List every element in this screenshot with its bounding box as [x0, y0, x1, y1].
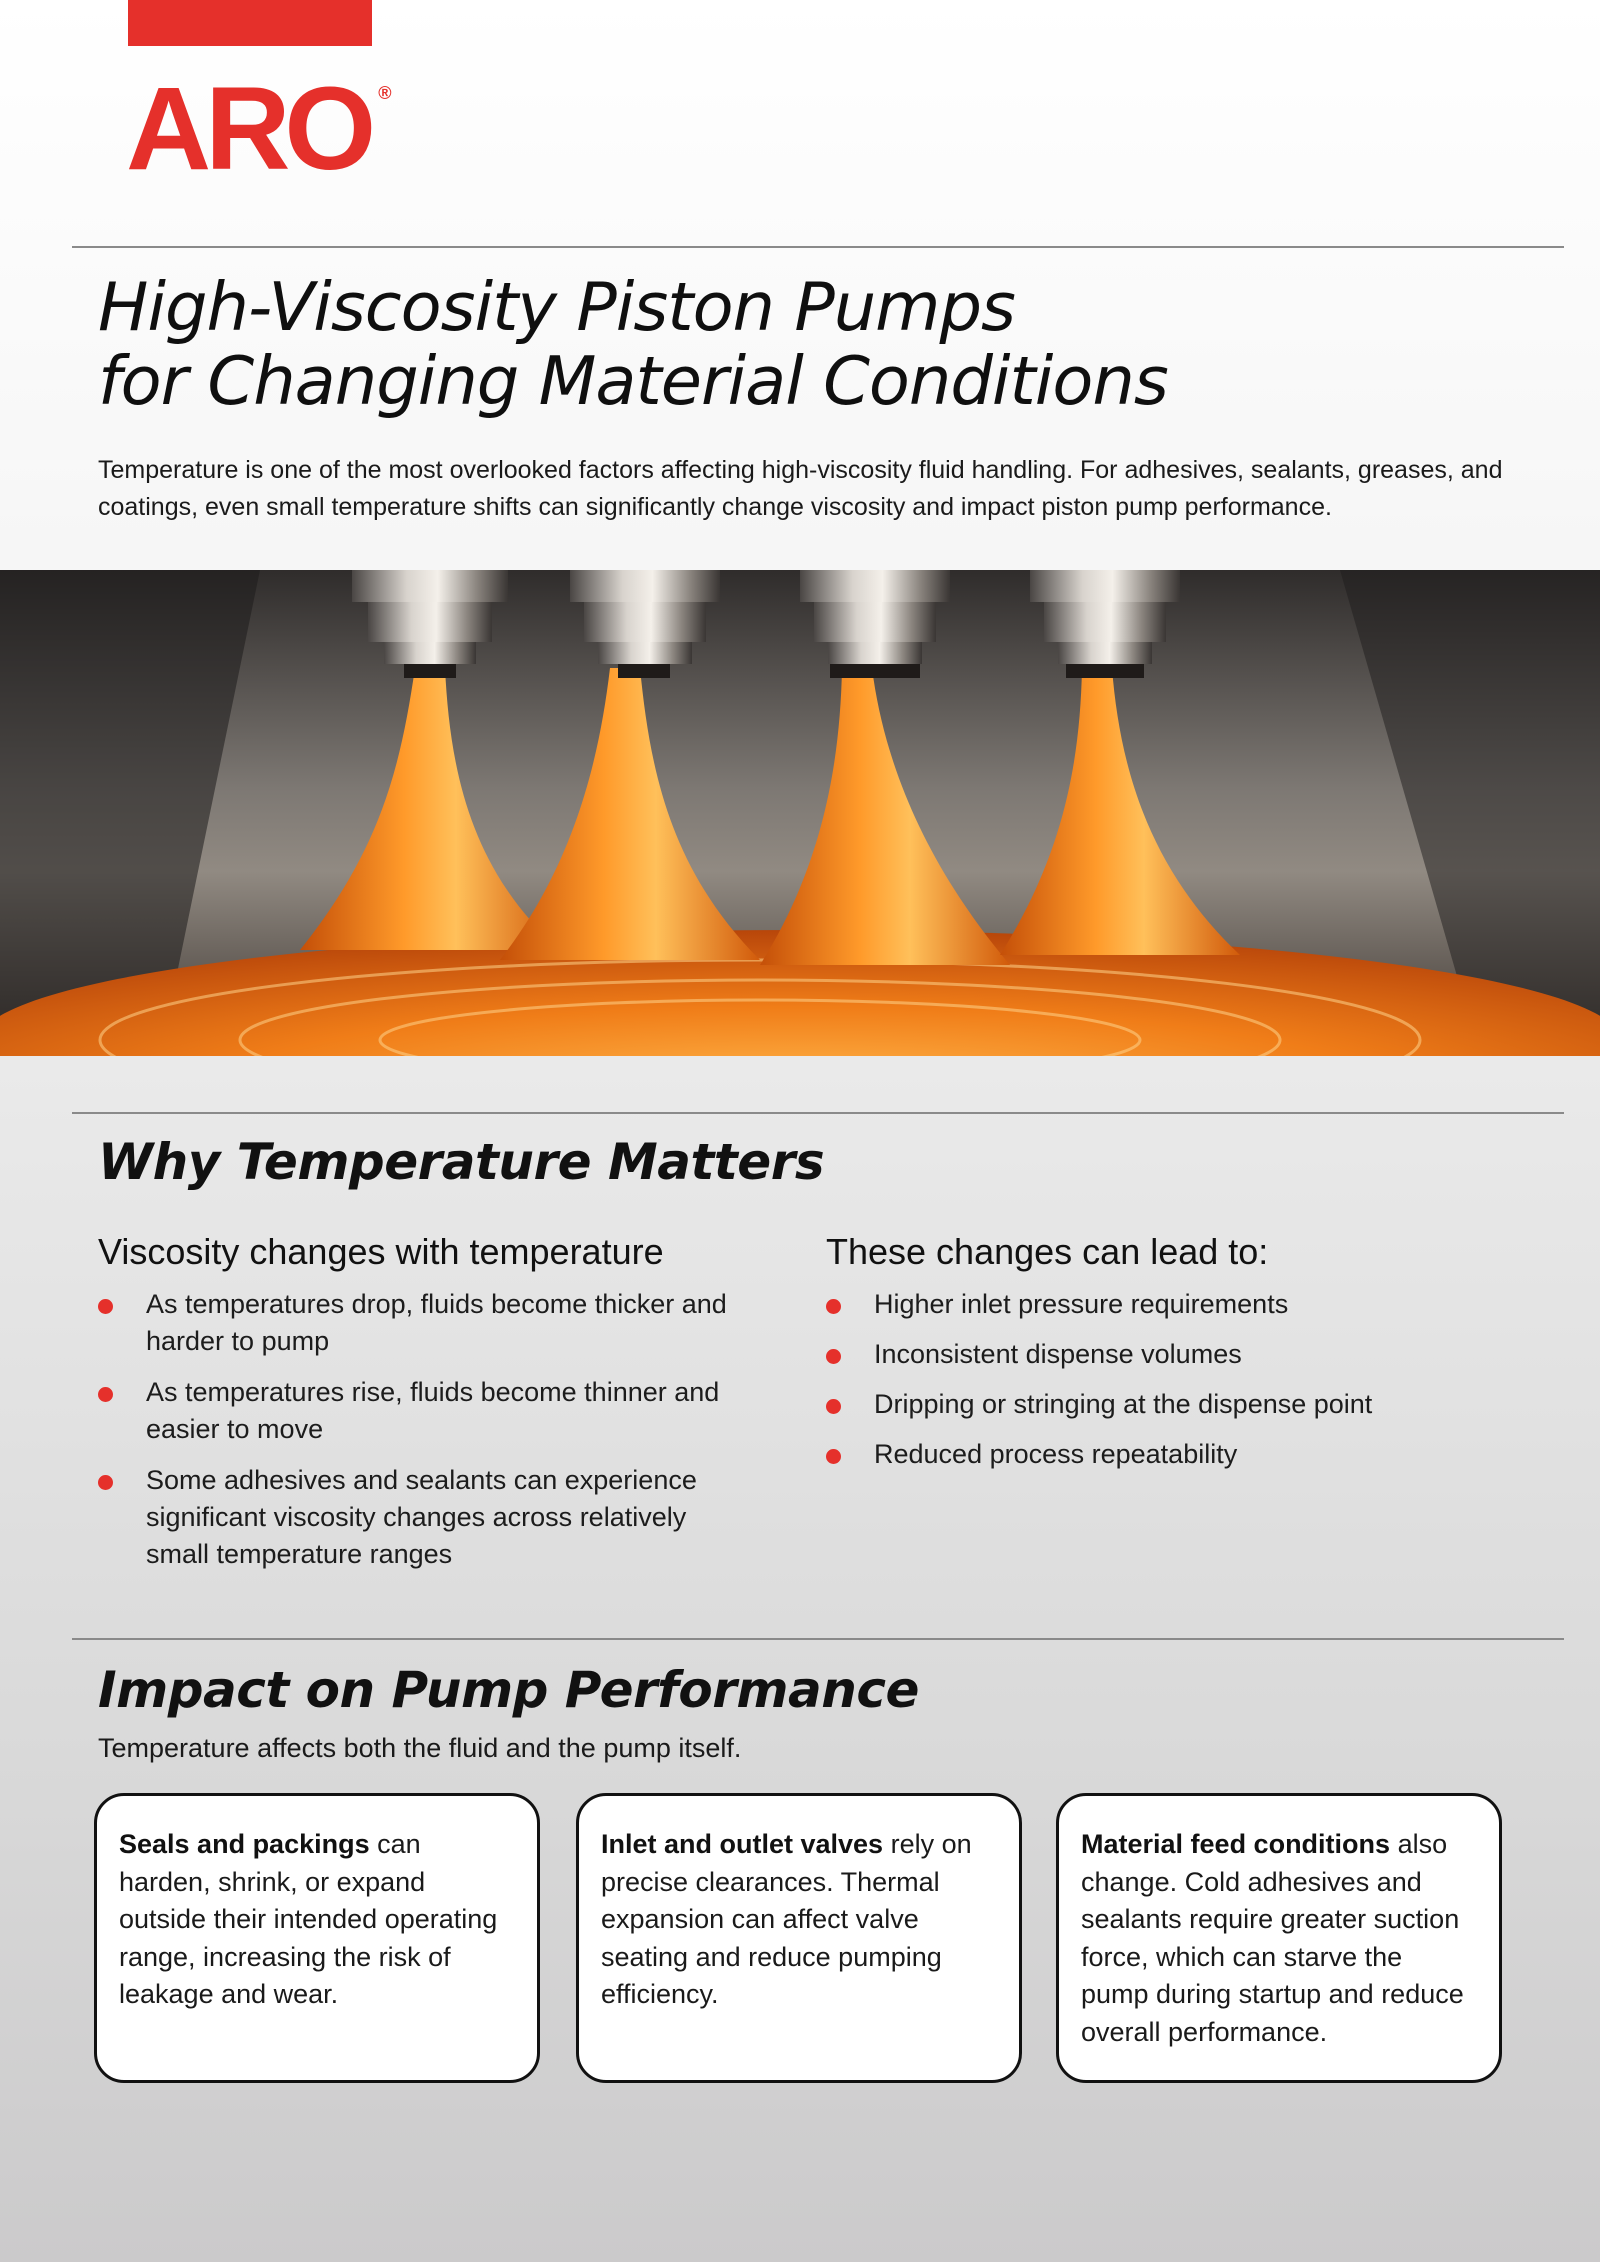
card-title: Inlet and outlet valves	[601, 1829, 884, 1859]
list-item: Some adhesives and sealants can experience significant viscosity changes across relatively small temperature ranges	[98, 1462, 738, 1573]
bullet-icon	[826, 1349, 841, 1364]
header-divider	[72, 246, 1564, 248]
title-line-1: High-Viscosity Piston Pumps	[98, 268, 1015, 346]
card-text: also change. Cold adhesives and sealants require greater suction force, which can starve the pump during startup and reduce overall performance.	[1081, 1829, 1464, 2047]
card-title: Seals and packings	[119, 1829, 370, 1859]
list-item: Higher inlet pressure requirements	[826, 1286, 1526, 1323]
logo-text: ARO	[126, 63, 371, 195]
section-divider-why	[72, 1112, 1564, 1114]
viscosity-list	[98, 1286, 738, 1573]
card-title: Material feed conditions	[1081, 1829, 1391, 1859]
hero-image	[0, 570, 1600, 1056]
card-text: rely on precise clearances. Thermal expansion can affect valve seating and reduce pumping efficiency.	[601, 1829, 972, 2009]
registered-mark: ®	[378, 83, 392, 103]
bullet-icon	[98, 1387, 113, 1402]
card-text: can harden, shrink, or expand outside their intended operating range, increasing the risk of leakage and wear.	[119, 1829, 498, 2009]
impact-card-feed	[1056, 1793, 1502, 2083]
list-item: Dripping or stringing at the dispense point	[826, 1386, 1526, 1423]
bullet-icon	[826, 1449, 841, 1464]
page-title	[98, 270, 1168, 418]
title-line-2: for Changing Material Conditions	[98, 342, 1168, 420]
intro-paragraph: Temperature is one of the most overlooked factors affecting high-viscosity fluid handling. For adhesives, sealants, greases, and coatings, even small temperature shifts can significantly change viscosity and impact piston pump performance.	[98, 456, 1503, 521]
bullet-icon	[98, 1299, 113, 1314]
bullet-icon	[826, 1399, 841, 1414]
hero-illustration	[0, 570, 1600, 1056]
bullet-icon	[98, 1475, 113, 1490]
consequences-subheading: These changes can lead to:	[826, 1231, 1269, 1272]
aro-logo	[126, 63, 392, 195]
brand-color-bar	[128, 0, 372, 46]
section-divider-impact	[72, 1638, 1564, 1640]
impact-heading: Impact on Pump Performance	[98, 1661, 919, 1719]
list-item: As temperatures drop, fluids become thicker and harder to pump	[98, 1286, 738, 1360]
bullet-icon	[826, 1299, 841, 1314]
consequences-list	[826, 1286, 1526, 1473]
list-item: As temperatures rise, fluids become thinner and easier to move	[98, 1374, 738, 1448]
impact-card-seals	[94, 1793, 540, 2083]
list-item: Reduced process repeatability	[826, 1436, 1526, 1473]
why-heading: Why Temperature Matters	[98, 1133, 825, 1191]
impact-subheading: Temperature affects both the fluid and the pump itself.	[98, 1733, 742, 1763]
impact-card-valves	[576, 1793, 1022, 2083]
list-item: Inconsistent dispense volumes	[826, 1336, 1526, 1373]
viscosity-subheading: Viscosity changes with temperature	[98, 1231, 664, 1272]
